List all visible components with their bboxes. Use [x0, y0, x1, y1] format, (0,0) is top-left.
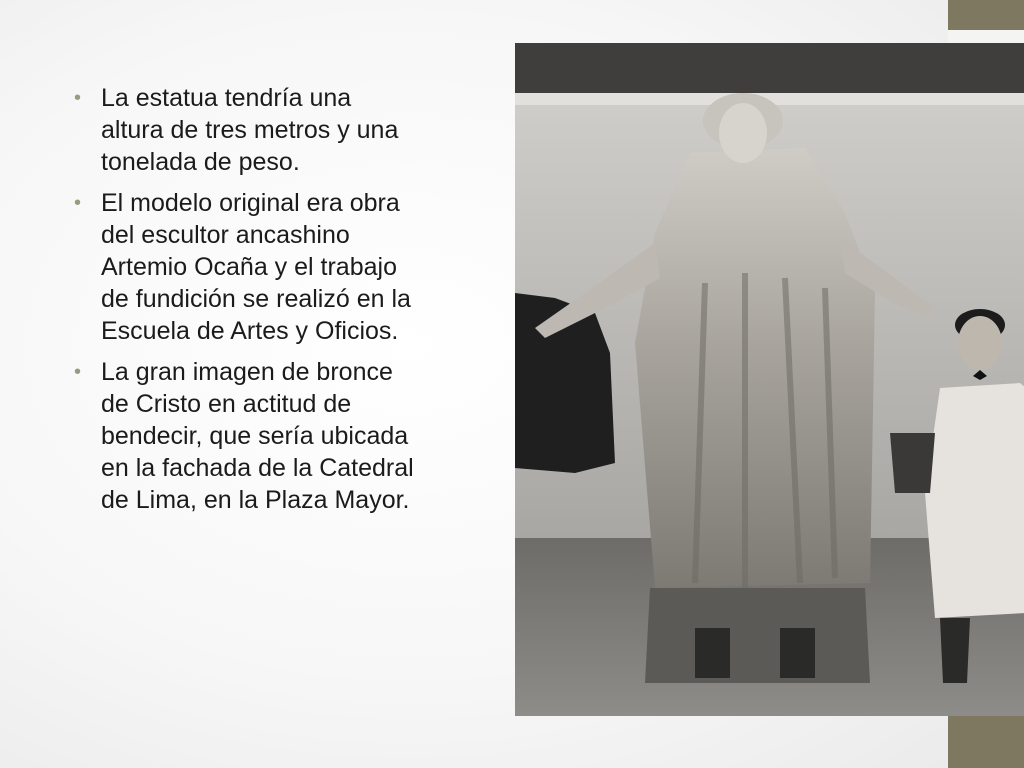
photo-bucket	[890, 433, 935, 493]
photo-pedestal-shadow	[780, 628, 815, 678]
bullet-dot-icon: •	[74, 87, 82, 109]
bullet-text: La gran imagen de bronce de Cristo en actitud de bendecir, que sería ubicada en la fachada de la Catedral de Lima, en la Plaza Mayor.	[101, 358, 414, 514]
statue-photo-illustration	[515, 43, 1024, 716]
bullet-dot-icon: •	[74, 361, 82, 383]
photo-man-coat	[925, 383, 1024, 618]
bullet-dot-icon: •	[74, 192, 82, 214]
photo-statue-head	[719, 103, 767, 163]
photo-man-face	[958, 316, 1002, 370]
photo-man-legs	[940, 618, 970, 683]
statue-photo	[515, 43, 1024, 716]
photo-statue-robe	[635, 148, 875, 588]
bullet-text: El modelo original era obra del escultor ancashino Artemio Ocaña y el trabajo de fundición se realizó en la Escuela de Artes y Oficios.	[101, 189, 411, 345]
bullet-text: La estatua tendría una altura de tres metros y una tonelada de peso.	[101, 84, 399, 176]
bullet-item	[70, 82, 420, 178]
bullet-item	[70, 187, 420, 347]
slide-text-block	[70, 82, 420, 525]
photo-pedestal	[645, 588, 870, 683]
bullet-item	[70, 356, 420, 516]
bullet-list	[70, 82, 420, 516]
photo-pedestal-shadow	[695, 628, 730, 678]
